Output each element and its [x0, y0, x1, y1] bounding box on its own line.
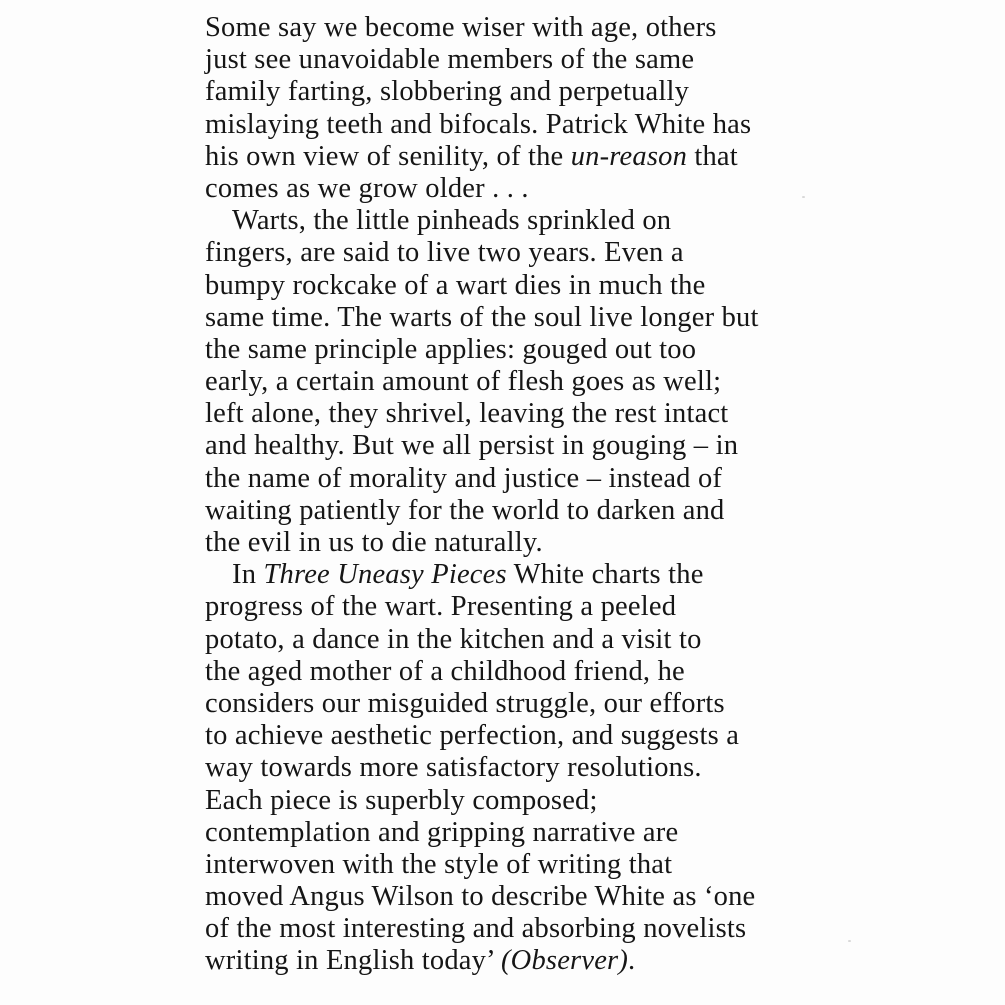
text-line: progress of the wart. Presenting a peeled: [205, 591, 677, 623]
text-line: to achieve aesthetic perfection, and suggests a: [205, 720, 740, 752]
text-line: Some say we become wiser with age, others: [205, 12, 717, 43]
italic-term-un-reason: un-reason: [570, 140, 688, 172]
book-title-three-uneasy-pieces: Three Uneasy Pieces: [263, 559, 507, 591]
text-line: the name of morality and justice – instead of: [205, 462, 723, 494]
paragraph-3: [205, 559, 825, 977]
text-line: same time. The warts of the soul live longer but: [205, 301, 759, 333]
text-line: early, a certain amount of flesh goes as well;: [205, 366, 722, 398]
text-line: potato, a dance in the kitchen and a visit to: [205, 623, 702, 655]
text-line: In Three Uneasy Pieces White charts the: [232, 559, 704, 591]
text-line: contemplation and gripping narrative are: [205, 816, 679, 848]
text-line: family farting, slobbering and perpetually: [205, 76, 690, 108]
text-line: waiting patiently for the world to darken and: [205, 494, 725, 526]
text-line: Each piece is superbly composed;: [205, 784, 598, 816]
text-line: and healthy. But we all persist in gouging – in: [205, 430, 739, 462]
text-line: just see unavoidable members of the same: [205, 44, 695, 76]
text-line: writing in English today’ (Observer).: [205, 945, 636, 977]
text-line: way towards more satisfactory resolutions.: [205, 752, 702, 784]
text-line: comes as we grow older . . .: [205, 172, 529, 204]
text-line: fingers, are said to live two years. Even a: [205, 237, 684, 269]
text-line: of the most interesting and absorbing novelists: [205, 913, 747, 945]
text-line: interwoven with the style of writing that: [205, 848, 673, 880]
text-line: left alone, they shrivel, leaving the rest intact: [205, 398, 729, 430]
text-line: mislaying teeth and bifocals. Patrick White has: [205, 108, 752, 140]
text-line: the same principle applies: gouged out too: [205, 333, 697, 365]
source-citation-observer: (Observer): [500, 945, 629, 977]
paragraph-2: [205, 205, 825, 559]
scan-speck: [848, 940, 851, 942]
text-line: bumpy rockcake of a wart dies in much the: [205, 269, 706, 301]
text-line: moved Angus Wilson to describe White as ‘one: [205, 881, 756, 913]
text-line: considers our misguided struggle, our efforts: [205, 687, 725, 719]
blurb-text: [205, 12, 825, 978]
paragraph-1: [205, 12, 825, 205]
text-line: the evil in us to die naturally.: [205, 527, 543, 558]
text-line: the aged mother of a childhood friend, he: [205, 655, 685, 687]
scan-speck: [802, 196, 805, 198]
text-line: his own view of senility, of the un-reason that: [205, 140, 738, 172]
text-line: Warts, the little pinheads sprinkled on: [232, 205, 672, 237]
